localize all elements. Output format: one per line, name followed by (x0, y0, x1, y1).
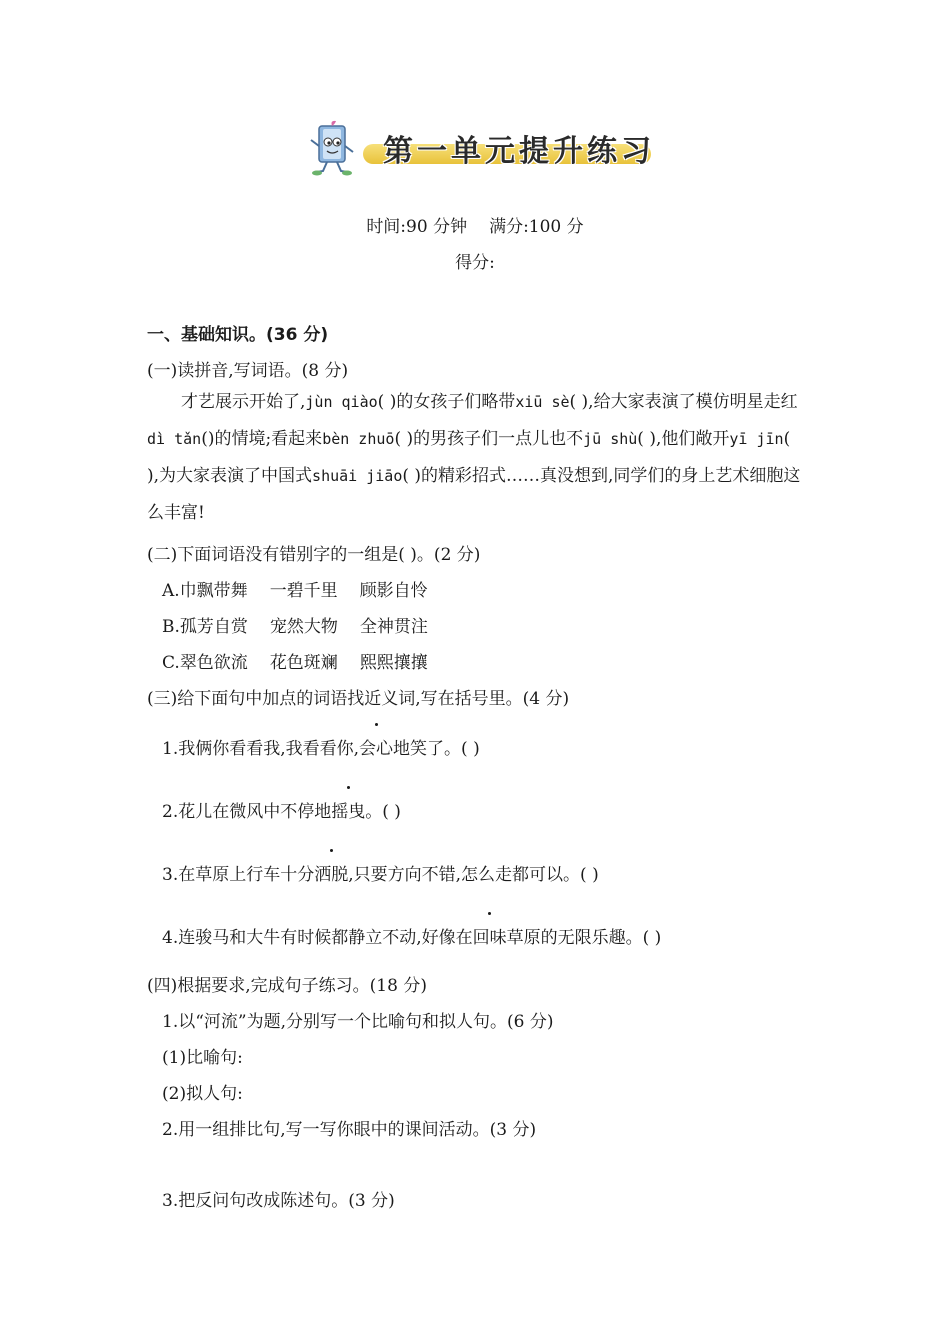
pinyin: jū shù (583, 430, 638, 448)
page-title: 第一单元提升练习 (383, 134, 655, 169)
q3-item-3 (162, 860, 599, 885)
option-key: A. (162, 581, 180, 601)
question-4-label: (四)根据要求,完成句子练习。(18 分) (147, 976, 427, 996)
option-word: 顾影自怜 (359, 581, 428, 601)
text-segment: ( ),他们敞开 (637, 429, 730, 449)
pinyin: xiū sè (515, 393, 570, 411)
q4-item-1a: (1)比喻句: (162, 1048, 243, 1068)
dotted-word: 会心 (359, 734, 393, 759)
q4-item-3: 3.把反问句改成陈述句。(3 分) (162, 1191, 395, 1211)
option-word: 全神贯注 (359, 617, 428, 637)
option-key: C. (162, 653, 180, 673)
text-segment: 3.在草原上行车十分 (162, 865, 315, 885)
text-segment: 2.花儿在微风中不停地 (162, 802, 332, 822)
option-word: 花色斑斓 (269, 653, 338, 673)
text-segment: 。( ) (365, 802, 401, 822)
text-segment: ( )的女孩子们略带 (377, 392, 516, 412)
text-segment: ()的情境;看起来 (201, 429, 323, 449)
full-score: 满分:100 分 (489, 217, 584, 237)
dotted-word: 摇曳 (331, 797, 365, 822)
time-limit: 时间:90 分钟 (366, 217, 468, 237)
q4-item-1: 1.以“河流”为题,分别写一个比喻句和拟人句。(6 分) (162, 1012, 554, 1032)
q3-item-2 (162, 797, 401, 822)
text-segment: ( ),为大家表演了中国式 (147, 429, 791, 486)
pinyin: shuāi jiāo (312, 467, 403, 485)
option-word: 翠色欲流 (179, 653, 248, 673)
q4-item-1b: (2)拟人句: (162, 1084, 243, 1104)
text-segment: ( ),给大家表演了模仿明星走红 (569, 392, 798, 412)
option-b (162, 612, 450, 637)
title-banner (305, 118, 655, 178)
question-2-label: (二)下面词语没有错别字的一组是( )。(2 分) (147, 545, 481, 565)
score-line: 得分: (455, 253, 495, 273)
text-segment: 地笑了。( ) (393, 739, 480, 759)
book-mascot-icon (305, 118, 361, 178)
q4-item-2: 2.用一组排比句,写一写你眼中的课间活动。(3 分) (162, 1120, 537, 1140)
q3-item-1 (162, 734, 480, 759)
text-segment: ( )的精彩招式……真没想到,同学们的身上艺术细胞这么丰富! (147, 466, 801, 523)
text-segment: ,只要方向不错,怎么走都可以。( ) (348, 865, 599, 885)
option-word: 孤芳自赏 (179, 617, 248, 637)
pinyin: yī jīn (729, 430, 784, 448)
pinyin: bèn zhuō (322, 430, 395, 448)
text-segment: ( )的男孩子们一点儿也不 (394, 429, 584, 449)
option-key: B. (162, 617, 180, 637)
option-c (162, 648, 450, 673)
text-segment: 4.连骏马和大牛有时候都静立不动,好像在 (162, 928, 473, 948)
option-word: 熙熙攘攘 (359, 653, 428, 673)
pinyin: jùn qiào (305, 393, 378, 411)
text-segment: 1.我俩你看看我,我看看你, (162, 739, 360, 759)
question-1-label: (一)读拼音,写词语。(8 分) (147, 361, 349, 381)
option-word: 巾飘带舞 (179, 581, 248, 601)
option-word: 宠然大物 (269, 617, 338, 637)
dotted-word: 洒脱 (314, 860, 348, 885)
pinyin: dì tǎn (147, 430, 202, 448)
pinyin-paragraph (147, 384, 807, 532)
text-segment: 才艺展示开始了, (181, 392, 306, 412)
q3-item-4 (162, 923, 661, 948)
section-heading: 一、基础知识。(36 分) (147, 325, 329, 345)
dotted-word: 回味 (473, 923, 507, 948)
exam-meta (0, 212, 950, 237)
option-word: 一碧千里 (269, 581, 338, 601)
option-a (162, 576, 450, 601)
text-segment: 草原的无限乐趣。( ) (506, 928, 662, 948)
question-3-label: (三)给下面句中加点的词语找近义词,写在括号里。(4 分) (147, 689, 570, 709)
